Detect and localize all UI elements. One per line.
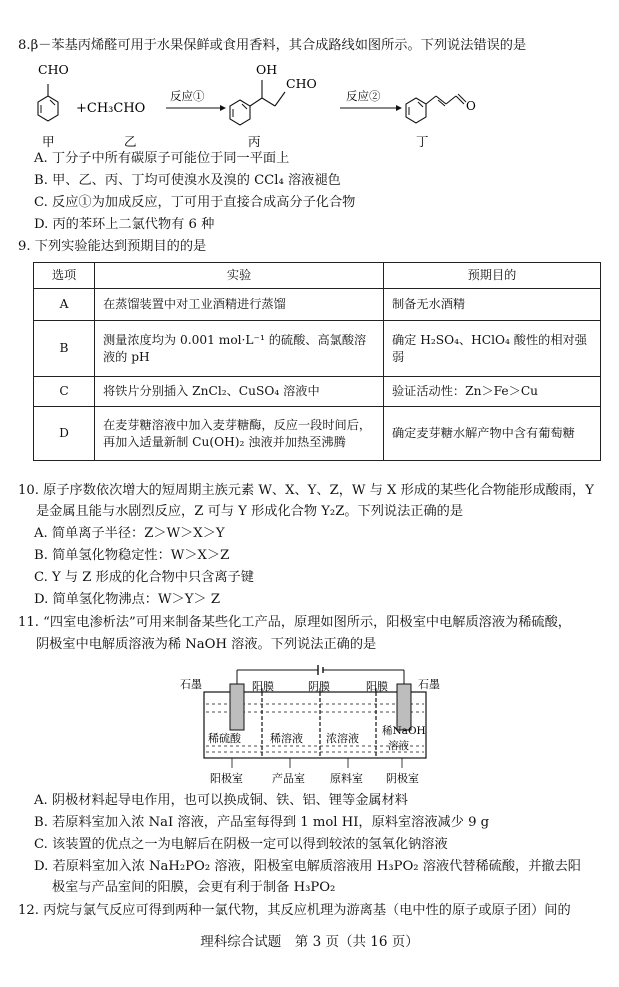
row-option: A	[34, 289, 95, 321]
header-purpose: 预期目的	[384, 263, 601, 289]
room-label-product: 产品室	[272, 772, 305, 785]
row-experiment: 在蒸馏装置中对工业酒精进行蒸馏	[95, 289, 384, 321]
membrane-label-2: 阴膜	[308, 680, 330, 693]
label-bing: 丙	[248, 134, 261, 149]
q10-option-d: D. 简单氢化物沸点：W＞Y＞ Z	[34, 592, 220, 607]
q8-synthesis-scheme	[18, 58, 518, 150]
reaction2-label: 反应②	[346, 89, 381, 103]
table-row	[34, 289, 601, 321]
q10-option-c: C. Y 与 Z 形成的化合物中只含离子键	[34, 570, 254, 585]
q8-option-b: B. 甲、乙、丙、丁均可使溴水及溴的 CCl₄ 溶液褪色	[34, 173, 341, 188]
page-footer: 理科综合试题 第 3 页（共 16 页）	[200, 934, 419, 950]
q11-option-d-line2: 极室与产品室间的阳膜，会更有利于制备 H₃PO₂	[52, 880, 336, 895]
q11-option-b: B. 若原料室加入浓 NaI 溶液，产品室每得到 1 mol HI，原料室溶液减少 9 g	[34, 815, 490, 830]
room-label-cathode: 阴极室	[386, 772, 419, 785]
membrane-label-1: 阳膜	[252, 680, 274, 693]
row-purpose: 验证活动性：Zn＞Fe＞Cu	[384, 377, 601, 407]
graphite-anode	[230, 684, 244, 730]
cinnamaldehyde-structure	[406, 94, 466, 123]
room-label-feed: 原料室	[330, 772, 363, 785]
q9-stem: 9. 下列实验能达到预期目的的是	[18, 239, 207, 254]
row-purpose: 确定 H₂SO₄、HClO₄ 酸性的相对强弱	[384, 321, 601, 377]
row-experiment: 将铁片分别插入 ZnCl₂、CuSO₄ 溶液中	[95, 377, 384, 407]
row-option: B	[34, 321, 95, 377]
q11-stem-line2: 阴极室中电解质溶液为稀 NaOH 溶液。下列说法正确的是	[36, 637, 377, 652]
acetaldehyde-label: +CH₃CHO	[76, 101, 146, 116]
q8-option-a: A. 丁分子中所有碳原子可能位于同一平面上	[34, 151, 290, 166]
q10-stem-line1: 10. 原子序数依次增大的短周期主族元素 W、X、Y、Z，W 与 X 形成的某些化合物能形成酸雨，Y	[18, 483, 594, 498]
q11-stem-line1: 11. “四室电渗析法”可用来制备某些化工产品，原理如图所示，阳极室中电解质溶液为稀硫酸，	[18, 615, 571, 630]
row-purpose: 确定麦芽糖水解产物中含有葡萄糖	[384, 407, 601, 461]
oh-label: OH	[256, 62, 278, 77]
q11-option-a: A. 阴极材料起导电作用，也可以换成铜、铁、铝、锂等金属材料	[34, 793, 408, 808]
row-purpose: 制备无水酒精	[384, 289, 601, 321]
hydroxy-aldehyde-structure	[230, 80, 285, 125]
header-experiment: 实验	[95, 263, 384, 289]
room-label-anode: 阳极室	[210, 772, 243, 785]
q8-option-c: C. 反应①为加成反应，丁可用于直接合成高分子化合物	[34, 195, 356, 210]
o-label: O	[466, 99, 476, 113]
table-row	[34, 321, 601, 377]
solution-label-2: 稀溶液	[270, 732, 303, 745]
graphite-cathode	[397, 684, 411, 730]
row-option: D	[34, 407, 95, 461]
table-row	[34, 407, 601, 461]
row-experiment: 在麦芽糖溶液中加入麦芽糖酶，反应一段时间后，再加入适量新制 Cu(OH)₂ 浊液并加热至沸腾	[95, 407, 384, 461]
membrane-label-3: 阳膜	[366, 680, 388, 693]
header-option: 选项	[34, 263, 95, 289]
benzaldehyde-structure	[38, 84, 58, 121]
solution-label-4b: 溶液	[388, 740, 409, 752]
solution-label-1: 稀硫酸	[208, 732, 241, 745]
cho-label-2: CHO	[286, 76, 317, 91]
electrodialysis-diagram	[180, 662, 450, 790]
q11-option-d-line1: D. 若原料室加入浓 NaH₂PO₂ 溶液，阳极室电解质溶液用 H₃PO₂ 溶液代替稀硫酸，并撤去阳	[34, 859, 581, 874]
graphite-left-label: 石墨	[180, 678, 202, 691]
label-jia: 甲	[42, 134, 55, 149]
cho-label-1: CHO	[38, 62, 69, 77]
q8-stem: 8.β－苯基丙烯醛可用于水果保鲜或食用香料，其合成路线如图所示。下列说法错误的是	[18, 38, 527, 53]
row-option: C	[34, 377, 95, 407]
label-ding: 丁	[416, 134, 429, 149]
q11-option-c: C. 该装置的优点之一为电解后在阴极一定可以得到较浓的氢氧化钠溶液	[34, 837, 448, 852]
table-row	[34, 377, 601, 407]
row-experiment: 测量浓度均为 0.001 mol·L⁻¹ 的硫酸、高氯酸溶液的 pH	[95, 321, 384, 377]
experiment-table	[33, 262, 601, 461]
q10-option-b: B. 简单氢化物稳定性：W＞X＞Z	[34, 548, 230, 563]
graphite-right-label: 石墨	[418, 678, 440, 691]
table-header-row	[34, 263, 601, 289]
solution-label-4a: 稀NaOH	[382, 725, 426, 737]
q10-stem-line2: 是金属且能与水剧烈反应，Z 可与 Y 形成化合物 Y₂Z。下列说法正确的是	[36, 504, 464, 519]
q10-option-a: A. 简单离子半径：Z＞W＞X＞Y	[34, 526, 225, 541]
solution-label-3: 浓溶液	[326, 732, 359, 745]
q8-option-d: D. 丙的苯环上二氯代物有 6 种	[34, 217, 215, 232]
label-yi: 乙	[124, 134, 137, 149]
reaction1-label: 反应①	[170, 89, 205, 103]
q12-stem: 12. 丙烷与氯气反应可得到两种一氯代物，其反应机理为游离基（电中性的原子或原子团）间的	[18, 903, 571, 918]
